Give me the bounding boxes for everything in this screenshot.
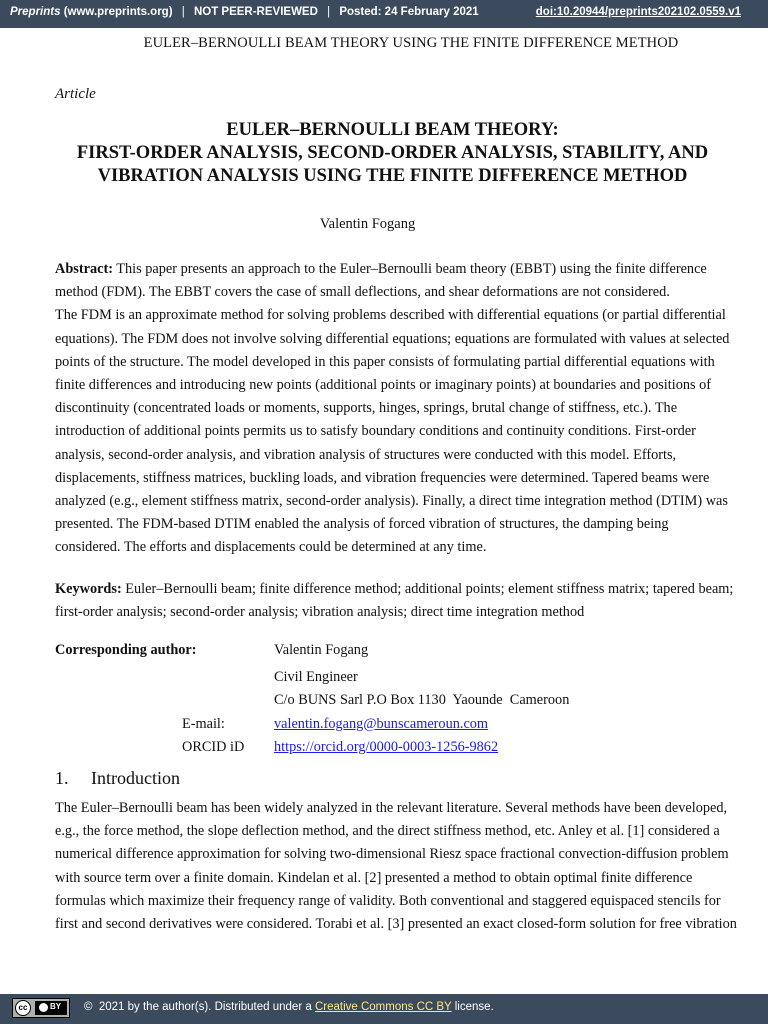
keywords <box>55 578 737 624</box>
abstract-label: Abstract: <box>55 261 113 277</box>
paper-title <box>40 119 745 188</box>
title-line: EULER‒BERNOULLI BEAM THEORY: <box>226 120 559 140</box>
license-suffix: license. <box>454 1001 494 1013</box>
keywords-text: Euler‒Bernoulli beam; finite difference method; additional points; element stiffness matrix; tapered beam; first-order analysis; second-order analysis; vibration analysis; direct time integration method <box>55 581 734 621</box>
abstract-paragraph-1: This paper presents an approach to the Euler‒Bernoulli beam theory (EBBT) using the finite difference method (FDM). The EBBT covers the case of small deflections, and shear deformations are not considered. <box>55 261 707 301</box>
license-footer-bar <box>0 994 768 1024</box>
cc-icon: cc <box>15 1000 31 1016</box>
separator: | <box>327 6 331 18</box>
by-label: BY <box>50 1002 62 1011</box>
doi-link[interactable]: doi:10.20944/preprints202102.0559.v1 <box>535 6 741 18</box>
introduction-text <box>55 797 737 936</box>
preprint-status <box>10 6 479 18</box>
license-link[interactable]: Creative Commons CC BY <box>314 1001 452 1013</box>
corresponding-author-label: Corresponding author: <box>55 642 197 658</box>
keywords-label: Keywords: <box>55 581 122 597</box>
abstract-paragraph-2: The FDM is an approximate method for solving problems described with differential equations (or partial differential equations). The FDM does not involve solving differential equations; equations are formulated with values at selected points of the structure. The model developed in this paper consists of formulating partial differential equations with finite differences and introducing new points (additional points or imaginary points) at boundaries and positions of discontinuity (concentrated loads or moments, supports, hinges, springs, brutal change of stiffness, etc.). The introduction of additional points permits us to satisfy boundary conditions and continuity conditions. First-order analysis, second-order analysis, and vibration analysis of structures were conducted with this model. Efforts, displacements, stiffness matrices, buckling loads, and vibration frequencies were determined. Tapered beams were analyzed (e.g., element stiffness matrix, second-order analysis). Finally, a direct time integration method (DTIM) was presented. The FDM-based DTIM enabled the analysis of forced vibration of structures, the damping being considered. The efforts and displacements could be determined at any time. <box>55 307 730 556</box>
section-number: 1. <box>55 768 69 788</box>
preprints-brand[interactable]: Preprints <box>10 6 61 18</box>
preprints-site[interactable]: (www.preprints.org) <box>63 6 173 18</box>
cc-by-badge-icon[interactable] <box>12 998 70 1018</box>
title-line: FIRST-ORDER ANALYSIS, SECOND-ORDER ANALYSIS, STABILITY, AND <box>76 143 709 163</box>
email-link[interactable]: valentin.fogang@bunscameroun.com <box>274 716 489 732</box>
section-title: Introduction <box>91 768 180 788</box>
orcid-label: ORCID iD <box>182 739 245 755</box>
author-name: Valentin Fogang <box>319 216 416 232</box>
author-position: Civil Engineer <box>274 669 358 685</box>
orcid-link[interactable]: https://orcid.org/0000-0003-1256-9862 <box>274 739 499 755</box>
article-type: Article <box>55 86 96 102</box>
posted-date: Posted: 24 February 2021 <box>339 6 479 18</box>
copyright-notice: © 2021 by the author(s). Distributed under a <box>84 1001 312 1013</box>
intro-paragraph: The Euler‒Bernoulli beam has been widely analyzed in the relevant literature. Several methods have been developed, e.g., the force method, the slope deflection method, and the direct stiffness method, etc. Anley et al. [1] considered a numerical difference approximation for solving two-dimensional Riesz space fractional convection-diffusion problem with source term over a finite domain. Kindelan et al. [2] presented a method to obtain optimal finite difference formulas which maximize their frequency range of validity. Both conventional and staggered equispaced stencils for first and second derivatives were considered. Torabi et al. [3] presented an exact closed-form solution for free vibration <box>55 800 737 933</box>
running-head: EULER‒BERNOULLI BEAM THEORY USING THE FINITE DIFFERENCE METHOD <box>143 35 679 51</box>
review-status: NOT PEER-REVIEWED <box>193 6 318 18</box>
by-icon <box>35 1001 67 1015</box>
title-line: VIBRATION ANALYSIS USING THE FINITE DIFFERENCE METHOD <box>97 166 688 186</box>
author-address: C/o BUNS Sarl P.O Box 1130 Yaounde Cameroon <box>274 692 570 708</box>
person-icon <box>39 1003 48 1012</box>
corresponding-author-name: Valentin Fogang <box>274 642 369 658</box>
section-heading <box>55 768 180 789</box>
license-text <box>84 1001 494 1013</box>
separator: | <box>181 6 185 18</box>
email-label: E-mail: <box>182 716 225 732</box>
abstract <box>55 258 737 560</box>
preprint-header-bar <box>0 0 768 28</box>
